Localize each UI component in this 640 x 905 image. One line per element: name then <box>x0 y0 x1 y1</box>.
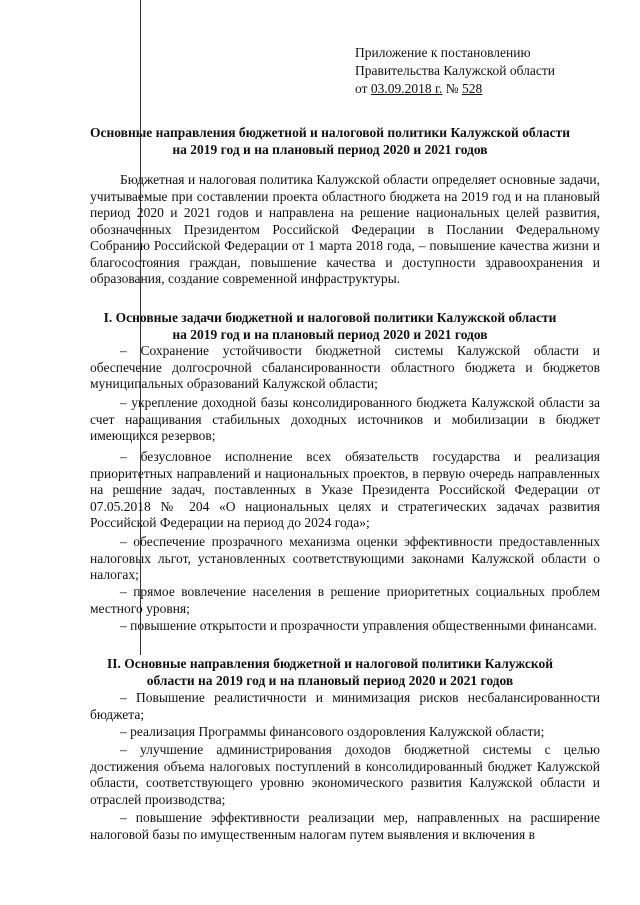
document-title-line-2: на 2019 год и на плановый период 2020 и 2021 годов <box>172 142 488 157</box>
section-1-title-line-1: I. Основные задачи бюджетной и налоговой политики Калужской области <box>103 310 557 325</box>
appendix-header <box>355 44 605 98</box>
document-title-line-1: Основные направления бюджетной и налоговой политики Калужской области <box>89 125 571 140</box>
appendix-number: 528 <box>462 81 483 96</box>
section-2-item: – повышение эффективности реализации мер, направленных на расширение налоговой базы по имущественным налогам путем выявления и включения в <box>90 810 600 842</box>
document-title <box>60 124 600 158</box>
section-1-title-line-2: на 2019 год и на плановый период 2020 и 2021 годов <box>172 327 488 342</box>
section-1-item: – обеспечение прозрачного механизма оценки эффективности предоставленных налоговых льгот, установленных соответствующими законами Калужской области о налогах; <box>90 534 600 582</box>
section-2-title-line-2: области на 2019 год и на плановый период 2020 и 2021 годов <box>146 673 514 688</box>
appendix-no-sign: № <box>445 81 459 96</box>
section-2-title <box>60 655 600 689</box>
appendix-line-3 <box>355 80 605 98</box>
section-1-item: – прямое вовлечение населения в решение приоритетных социальных проблем местного уровня; <box>90 584 600 616</box>
section-2-item: – реализация Программы финансового оздоровления Калужской области; <box>120 724 545 739</box>
intro-paragraph: Бюджетная и налоговая политика Калужской области определяет основные задачи, учитываемые при составлении проекта областного бюджета на 2019 год и на плановый период 2020 и 2021 годов и направлена на решение национальных целей развития, обозначенных Президентом Российской Федерации в Послании Федеральному Собранию Российской Федерации от 1 марта 2018 года, – повышение качества жизни и благосостояния граждан, повышение качества и доступности здравоохранения и образования, создание современной инфраструктуры. <box>90 172 600 286</box>
section-2-title-line-1: II. Основные направления бюджетной и налоговой политики Калужской <box>106 656 554 671</box>
section-1-item: – укрепление доходной базы консолидированного бюджета Калужской области за счет наращивания стабильных доходных источников и мобилизации в бюджет имеющихся резервов; <box>90 395 600 443</box>
section-2-item: – Повышение реалистичности и минимизация рисков несбалансированности бюджета; <box>90 690 600 722</box>
section-2-item: – улучшение администрирования доходов бюджетной системы с целью достижения объема налоговых поступлений в консолидированный бюджет Калужской области, соответствующего уровню экономического развития Калужской области и отраслей производства; <box>90 742 600 807</box>
appendix-date: 03.09.2018 г. <box>370 81 443 96</box>
section-1-title <box>60 309 600 343</box>
section-1-item: – Сохранение устойчивости бюджетной системы Калужской области и обеспечение долгосрочной сбалансированности областного бюджета и бюджетов муниципальных образований Калужской области; <box>90 343 600 391</box>
appendix-line-2: Правительства Калужской области <box>355 63 556 78</box>
appendix-from: от <box>355 81 368 96</box>
section-1-item: – повышение открытости и прозрачности управления общественными финансами. <box>120 618 597 633</box>
section-1-item: – безусловное исполнение всех обязательств государства и реализация приоритетных направлений и национальных проектов, в первую очередь направленных на решение задач, поставленных в Указе Президента Российской Федерации от 07.05.2018 № 204 «О национальных целях и стратегических задачах развития Российской Федерации на период до 2024 года»; <box>90 449 600 530</box>
appendix-line-1: Приложение к постановлению <box>355 45 531 60</box>
